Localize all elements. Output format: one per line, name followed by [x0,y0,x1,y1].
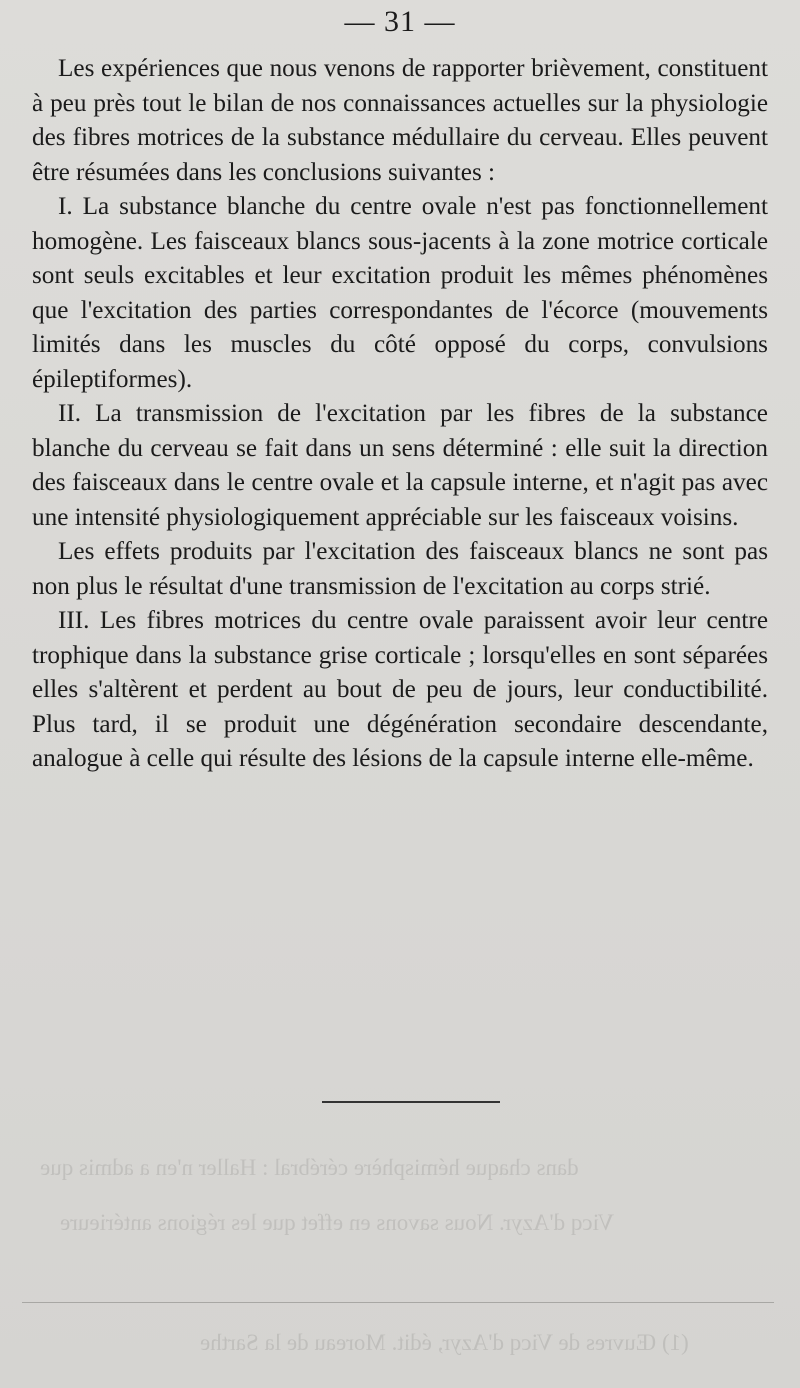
paragraph-effects: Les effets produits par l'excitation des faisceaux blancs ne sont pas non plus le résultat d'une transmission de l'excitation au corps strié. [32,538,768,600]
paragraph-conclusion-2: II. La transmission de l'excitation par les fibres de la substance blanche du cerveau se fait dans un sens déterminé : elle suit la direction des faisceaux dans le centre ovale et la capsule interne, et n'agit pas avec une intensité physiologiquement appréciable sur les faisceaux voisins. [32,400,768,531]
paragraph-conclusion-1: I. La substance blanche du centre ovale n'est pas fonctionnellement homogène. Les faisceaux blancs sous-jacents à la zone motrice corticale sont seuls excitables et leur excitation produit les mêmes phénomènes que l'excitation des parties correspondantes de l'écorce (mouvements limités dans les muscles du côté opposé du corps, convulsions épileptiformes). [32,193,768,393]
show-through-text: dans chaque hémisphère cérébral : Haller n'en a admis que Vicq d'Azyr. Nous savons en effet que les régions antérieure (1) Œuvres de Vicq d'Azyr, édit. Moreau de la Sarthe [40,1155,689,1355]
body-text [32,52,768,777]
page-number: — 31 — [344,5,456,38]
footnote-rule [22,1302,774,1303]
section-rule [322,1101,500,1103]
paragraph-intro: Les expériences que nous venons de rapporter brièvement, constituent à peu près tout le bilan de nos connaissances actuelles sur la physiologie des fibres motrices de la substance médullaire du cerveau. Elles peuvent être résumées dans les conclusions suivantes : [32,55,768,186]
paragraph-conclusion-3: III. Les fibres motrices du centre ovale paraissent avoir leur centre trophique dans la substance grise corticale ; lorsqu'elles en sont séparées elles s'altèrent et perdent au bout de peu de jours, leur conductibilité. Plus tard, il se produit une dégénération secondaire descendante, analogue à celle qui résulte des lésions de la capsule interne elle-même. [32,607,768,772]
